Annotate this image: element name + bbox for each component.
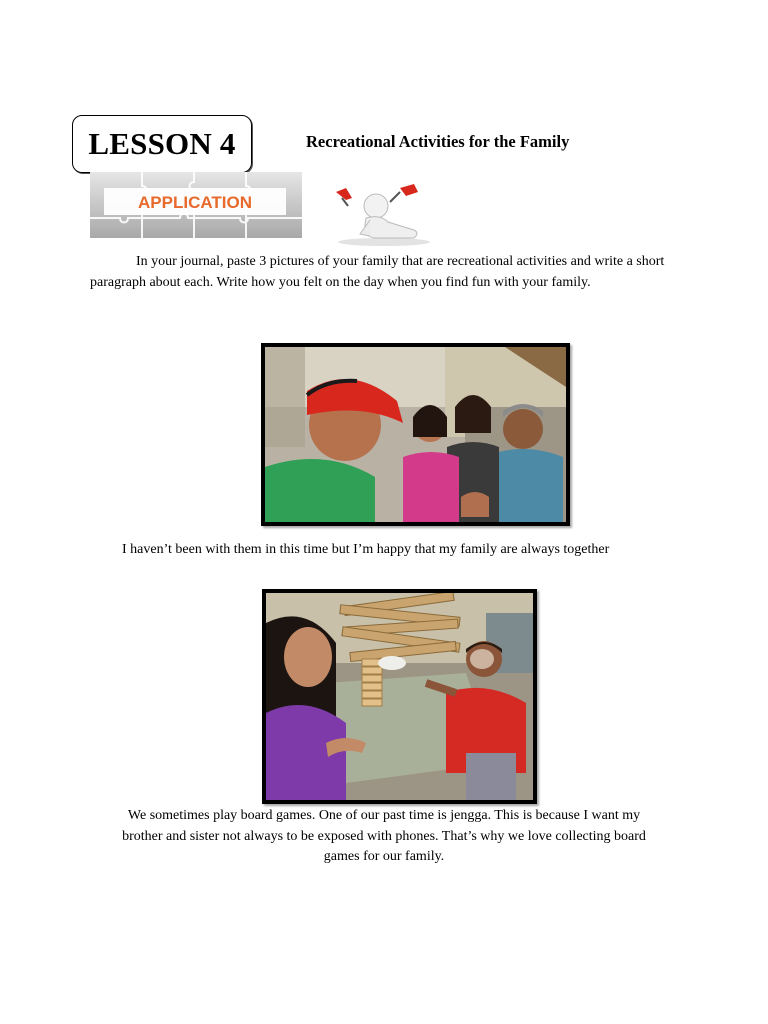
banner-text: APPLICATION (138, 193, 252, 212)
instructions-paragraph (90, 252, 690, 293)
lesson-label (72, 115, 252, 173)
photo-caption-1: I haven’t been with them in this time but I’m happy that my family are always together (122, 542, 610, 557)
lesson-label-text: LESSON 4 (88, 126, 236, 161)
page-title: Recreational Activities for the Family (306, 132, 570, 151)
family-selfie-photo (261, 343, 570, 526)
photo-caption-2: We sometimes play board games. One of our past time is jengga. This is because I want my brother and sister not always to be exposed with phones. That’s why we love collecting board games for our family. (122, 808, 646, 864)
resting-figure-icon (318, 180, 450, 248)
board-game-photo (262, 589, 537, 804)
application-banner (90, 172, 302, 238)
instructions-text: In your journal, paste 3 pictures of your family that are recreational activities and write a short paragraph about each. Write how you felt on the day when you find fun with your family. (90, 254, 665, 290)
